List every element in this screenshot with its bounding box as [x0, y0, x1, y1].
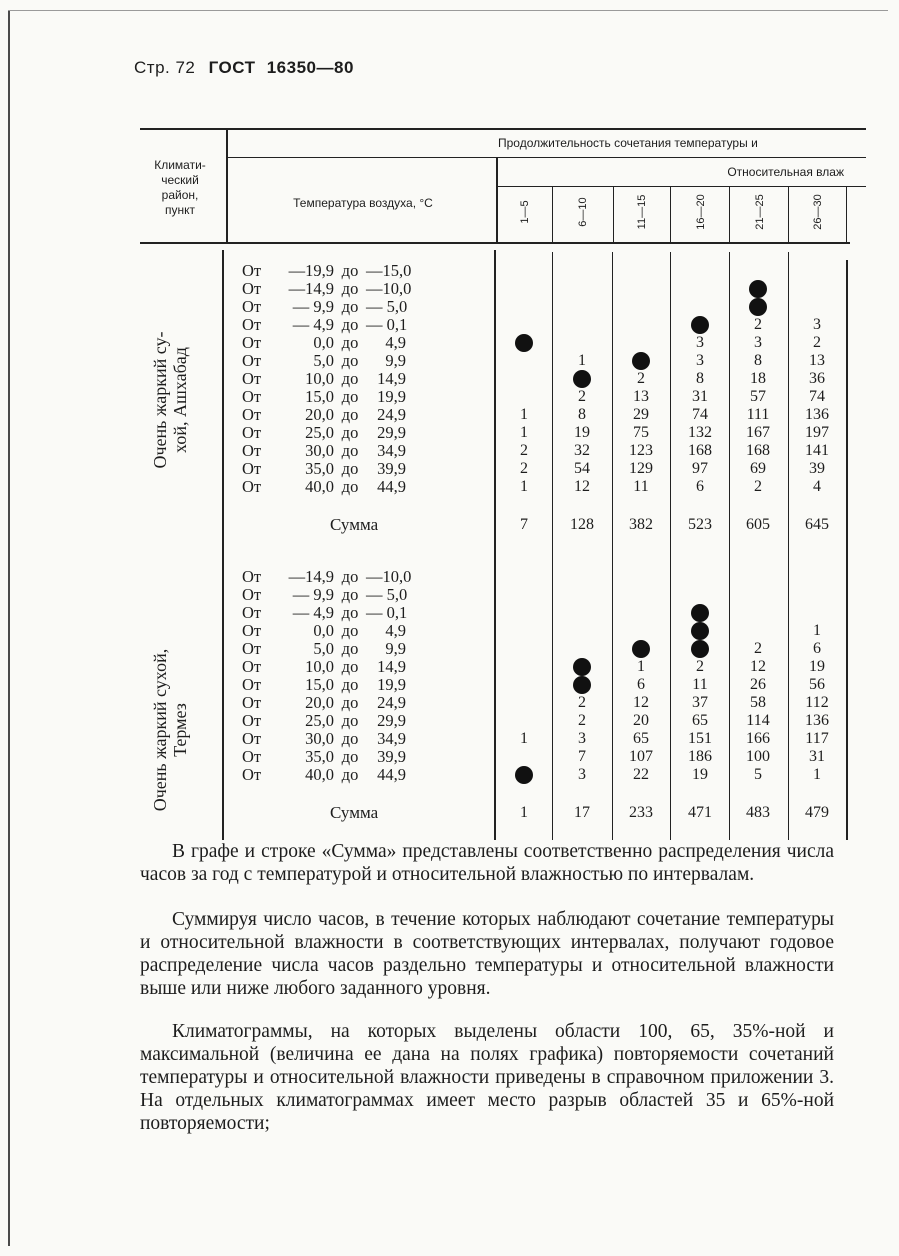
temperature-range-row: [242, 622, 412, 640]
page-label: Стр. 72: [134, 58, 196, 77]
table-cell: 2: [520, 460, 528, 477]
temperature-range-prefix: От: [242, 297, 262, 316]
table-cell: 36: [809, 370, 825, 387]
table-cell: 2: [520, 442, 528, 459]
temperature-range-row: [242, 712, 412, 730]
column-header-duration: Продолжительность сочетания температуры и: [498, 136, 758, 150]
temperature-range-row: [242, 586, 412, 604]
temperature-range-to: до: [341, 297, 359, 316]
table-cell: 112: [805, 694, 829, 711]
table-cell: 31: [809, 748, 825, 765]
sum-cell: 605: [746, 516, 770, 533]
temperature-range-end: 34,9: [377, 729, 406, 748]
table-cell: 2: [754, 478, 762, 495]
temperature-range-row: [242, 640, 412, 658]
header-rule-humidity: [498, 186, 866, 187]
table-cell: 2: [637, 370, 645, 387]
table-cell: 1: [578, 352, 586, 369]
table-cell: 29: [633, 406, 649, 423]
temperature-range-end: 24,9: [377, 405, 406, 424]
rare-occurrence-dot: [573, 658, 591, 676]
temperature-range-from: 0,0: [313, 333, 334, 352]
temperature-range-prefix: От: [242, 333, 262, 352]
temperature-range-to: до: [341, 423, 359, 442]
table-cell: 197: [805, 424, 829, 441]
table-cell: 3: [578, 730, 586, 747]
temperature-range-to: до: [341, 315, 359, 334]
sum-cell: 7: [520, 516, 528, 533]
table-cell: 186: [688, 748, 712, 765]
header-divider-c1: [552, 186, 553, 242]
temperature-range-to: до: [341, 261, 359, 280]
temperature-range-from: 40,0: [305, 477, 334, 496]
temperature-range-to: до: [341, 747, 359, 766]
temperature-range-from: 30,0: [305, 441, 334, 460]
header-divider-c4: [729, 186, 730, 242]
table-cell: 1: [813, 766, 821, 783]
temperature-range-from: 35,0: [305, 747, 334, 766]
table-cell: 168: [688, 442, 712, 459]
table-cell: 3: [813, 316, 821, 333]
temperature-range-end: — 5,0: [366, 585, 408, 604]
table-cell: 1: [520, 730, 528, 747]
table-cell: 12: [574, 478, 590, 495]
interval-header: 26—30: [812, 194, 824, 230]
temperature-range-prefix: От: [242, 585, 262, 604]
temperature-range-prefix: От: [242, 711, 262, 730]
temperature-range-end: — 5,0: [366, 297, 408, 316]
temperature-range-row: [242, 280, 412, 298]
temperature-range-from: 30,0: [305, 729, 334, 748]
header-rule-duration: [228, 157, 866, 158]
paragraph-1: В графе и строке «Сумма» представлены соответственно распределения числа часов за год с температурой и относительной влажностью по интервалам.: [140, 841, 834, 885]
rare-occurrence-dot: [691, 640, 709, 658]
temperature-range-prefix: От: [242, 279, 262, 298]
table-cell: 100: [746, 748, 770, 765]
temperature-range-row: [242, 766, 412, 784]
temperature-range-end: 4,9: [385, 621, 406, 640]
table-cell: 37: [692, 694, 708, 711]
temperature-range-prefix: От: [242, 567, 262, 586]
table-cell: 19: [692, 766, 708, 783]
table-cell: 31: [692, 388, 708, 405]
rare-occurrence-dot: [691, 316, 709, 334]
temperature-range-to: до: [341, 711, 359, 730]
table-cell: 1: [813, 622, 821, 639]
temperature-range-end: 44,9: [377, 477, 406, 496]
temperature-range-end: 4,9: [385, 333, 406, 352]
rare-occurrence-dot: [573, 370, 591, 388]
temperature-range-prefix: От: [242, 441, 262, 460]
interval-header: 16—20: [695, 194, 707, 230]
table-cell: 69: [750, 460, 766, 477]
temperature-range-row: [242, 262, 412, 280]
sum-cell: 233: [629, 804, 653, 821]
temperature-range-prefix: От: [242, 639, 262, 658]
temperature-range-from: 25,0: [305, 711, 334, 730]
table-cell: 6: [637, 676, 645, 693]
body-divider-temp: [494, 250, 496, 840]
table-cell: 2: [578, 712, 586, 729]
page-header: [134, 58, 354, 78]
temperature-range-row: [242, 568, 412, 586]
table-cell: 57: [750, 388, 766, 405]
table-cell: 132: [688, 424, 712, 441]
temperature-range-prefix: От: [242, 747, 262, 766]
table-cell: 19: [574, 424, 590, 441]
rare-occurrence-dot: [749, 280, 767, 298]
temperature-range-prefix: От: [242, 729, 262, 748]
temperature-range-from: 5,0: [313, 639, 334, 658]
temperature-range-from: —14,9: [288, 279, 334, 298]
temperature-range-prefix: От: [242, 657, 262, 676]
table-cell: 141: [805, 442, 829, 459]
sum-cell: 523: [688, 516, 712, 533]
rare-occurrence-dot: [691, 604, 709, 622]
temperature-range-prefix: От: [242, 387, 262, 406]
table-cell: 56: [809, 676, 825, 693]
table-cell: 11: [633, 478, 649, 495]
header-divider-c5: [788, 186, 789, 242]
temperature-range-to: до: [341, 387, 359, 406]
temperature-range-prefix: От: [242, 369, 262, 388]
sum-cell: 382: [629, 516, 653, 533]
temperature-range-row: [242, 298, 412, 316]
temperature-range-to: до: [341, 567, 359, 586]
temperature-range-from: 0,0: [313, 621, 334, 640]
temperature-range-to: до: [341, 639, 359, 658]
table-cell: 13: [809, 352, 825, 369]
region-label-ashgabat: Очень жаркий су- хой, Ашхабад: [150, 331, 190, 469]
temperature-range-to: до: [341, 279, 359, 298]
temperature-range-prefix: От: [242, 459, 262, 478]
temperature-range-end: —15,0: [366, 261, 412, 280]
table-cell: 5: [754, 766, 762, 783]
temperature-range-from: —14,9: [288, 567, 334, 586]
temperature-range-row: [242, 694, 412, 712]
temperature-range-from: — 9,9: [292, 297, 334, 316]
table-cell: 8: [754, 352, 762, 369]
temperature-range-prefix: От: [242, 405, 262, 424]
temperature-range-row: [242, 478, 412, 496]
temperature-range-from: 40,0: [305, 765, 334, 784]
header-divider-c6: [846, 186, 847, 242]
table-cell: 58: [750, 694, 766, 711]
table-cell: 2: [578, 388, 586, 405]
temperature-range-to: до: [341, 351, 359, 370]
header-divider-c2: [613, 186, 614, 242]
table-cell: 74: [809, 388, 825, 405]
temperature-range-end: 39,9: [377, 747, 406, 766]
temperature-range-from: 15,0: [305, 387, 334, 406]
table-cell: 26: [750, 676, 766, 693]
temperature-range-to: до: [341, 441, 359, 460]
table-cell: 136: [805, 406, 829, 423]
sum-cell: 1: [520, 804, 528, 821]
temperature-range-end: 9,9: [385, 351, 406, 370]
table-cell: 2: [754, 316, 762, 333]
temperature-range-end: 24,9: [377, 693, 406, 712]
table-cell: 2: [696, 658, 704, 675]
table-cell: 7: [578, 748, 586, 765]
column-header-climate: Климати- ческий район, пункт: [154, 158, 206, 217]
table-cell: 74: [692, 406, 708, 423]
temperature-range-row: [242, 406, 412, 424]
table-cell: 11: [692, 676, 708, 693]
temperature-range-end: 9,9: [385, 639, 406, 658]
temperature-range-from: 35,0: [305, 459, 334, 478]
interval-header: 6—10: [577, 197, 589, 227]
body-divider-c2: [612, 252, 613, 840]
rare-occurrence-dot: [749, 298, 767, 316]
temperature-range-from: 15,0: [305, 675, 334, 694]
header-divider-c3: [670, 186, 671, 242]
temperature-range-from: 20,0: [305, 693, 334, 712]
temperature-range-row: [242, 658, 412, 676]
table-cell: 151: [688, 730, 712, 747]
temperature-range-end: 44,9: [377, 765, 406, 784]
temperature-range-row: [242, 352, 412, 370]
table-cell: 3: [754, 334, 762, 351]
temperature-range-row: [242, 604, 412, 622]
temperature-range-from: 20,0: [305, 405, 334, 424]
temperature-range-row: [242, 748, 412, 766]
body-divider-c6: [846, 260, 848, 840]
temperature-range-row: [242, 370, 412, 388]
sum-label: Сумма: [330, 515, 379, 534]
table-cell: 32: [574, 442, 590, 459]
table-cell: 20: [633, 712, 649, 729]
interval-header: 11—15: [636, 194, 648, 230]
table-cell: 54: [574, 460, 590, 477]
table-cell: 1: [520, 424, 528, 441]
temperature-range-from: — 4,9: [292, 315, 334, 334]
table-top-rule: [140, 128, 866, 130]
column-header-humidity: Относительная влаж: [727, 165, 844, 179]
temperature-range-to: до: [341, 333, 359, 352]
table-cell: 8: [578, 406, 586, 423]
table-cell: 107: [629, 748, 653, 765]
temperature-range-prefix: От: [242, 621, 262, 640]
table-cell: 12: [633, 694, 649, 711]
table-cell: 114: [746, 712, 770, 729]
table-cell: 3: [578, 766, 586, 783]
table-cell: 2: [578, 694, 586, 711]
table-cell: 123: [629, 442, 653, 459]
table-cell: 39: [809, 460, 825, 477]
temperature-range-to: до: [341, 657, 359, 676]
temperature-range-end: 19,9: [377, 675, 406, 694]
table-cell: 168: [746, 442, 770, 459]
temperature-range-prefix: От: [242, 315, 262, 334]
temperature-range-row: [242, 442, 412, 460]
temperature-range-to: до: [341, 675, 359, 694]
temperature-range-from: — 9,9: [292, 585, 334, 604]
table-cell: 2: [813, 334, 821, 351]
temperature-range-end: 39,9: [377, 459, 406, 478]
rare-occurrence-dot: [691, 622, 709, 640]
table-cell: 4: [813, 478, 821, 495]
sum-cell: 17: [574, 804, 590, 821]
body-divider-c3: [670, 252, 671, 840]
table-cell: 136: [805, 712, 829, 729]
temperature-range-to: до: [341, 369, 359, 388]
standard-name: ГОСТ: [208, 58, 256, 77]
temperature-range-prefix: От: [242, 675, 262, 694]
temperature-range-to: до: [341, 585, 359, 604]
body-divider-c1: [552, 252, 553, 840]
table-cell: 1: [637, 658, 645, 675]
temperature-range-row: [242, 730, 412, 748]
temperature-range-row: [242, 676, 412, 694]
table-cell: 1: [520, 478, 528, 495]
table-cell: 3: [696, 334, 704, 351]
temperature-range-end: 29,9: [377, 423, 406, 442]
table-cell: 166: [746, 730, 770, 747]
temperature-range-to: до: [341, 693, 359, 712]
temperature-range-prefix: От: [242, 261, 262, 280]
temperature-range-end: —10,0: [366, 279, 412, 298]
temperature-range-row: [242, 316, 412, 334]
sum-cell: 479: [805, 804, 829, 821]
temperature-range-from: —19,9: [288, 261, 334, 280]
temperature-range-from: — 4,9: [292, 603, 334, 622]
table-cell: 6: [696, 478, 704, 495]
table-cell: 13: [633, 388, 649, 405]
table-cell: 19: [809, 658, 825, 675]
paragraph-2: Суммируя число часов, в течение которых наблюдают сочетание температуры и относительной влажности в соответствующих интервалах, получают годовое распределение числа часов раздельно температуры и относительной влажности выше или ниже любого заданного уровня.: [140, 909, 834, 999]
header-bottom-rule: [140, 242, 850, 244]
temperature-range-to: до: [341, 603, 359, 622]
temperature-range-end: 14,9: [377, 369, 406, 388]
table-cell: 111: [746, 406, 770, 423]
temperature-range-from: 5,0: [313, 351, 334, 370]
temperature-range-end: — 0,1: [366, 603, 408, 622]
page-edge-top: [8, 10, 888, 11]
table-cell: 3: [696, 352, 704, 369]
table-cell: 75: [633, 424, 649, 441]
temperature-range-from: 25,0: [305, 423, 334, 442]
paragraph-3: Климатограммы, на которых выделены области 100, 65, 35%-ной и максимальной (величина ее дана на полях графика) повторяемости сочетаний температуры и относительной влажности приведены в справочном приложении 3. На отдельных климатограммах имеет место разрыв областей 35 и 65%-ной повторяемости;: [140, 1021, 834, 1134]
temperature-range-prefix: От: [242, 351, 262, 370]
temperature-range-end: 34,9: [377, 441, 406, 460]
temperature-range-end: 29,9: [377, 711, 406, 730]
table-cell: 97: [692, 460, 708, 477]
rare-occurrence-dot: [573, 676, 591, 694]
temperature-range-prefix: От: [242, 477, 262, 496]
region-label-termez: Очень жаркий сухой, Термез: [150, 648, 190, 812]
temperature-range-row: [242, 424, 412, 442]
temperature-range-to: до: [341, 477, 359, 496]
body-divider-climate: [222, 250, 224, 840]
rare-occurrence-dot: [515, 766, 533, 784]
temperature-range-row: [242, 334, 412, 352]
temperature-range-to: до: [341, 459, 359, 478]
body-divider-c5: [788, 252, 789, 840]
table-cell: 12: [750, 658, 766, 675]
column-header-temperature: Температура воздуха, °С: [293, 196, 433, 210]
temperature-range-end: 14,9: [377, 657, 406, 676]
temperature-range-to: до: [341, 405, 359, 424]
table-cell: 18: [750, 370, 766, 387]
temperature-range-end: —10,0: [366, 567, 412, 586]
temperature-range-to: до: [341, 729, 359, 748]
interval-header: 1—5: [519, 200, 531, 224]
header-divider-climate: [226, 128, 228, 242]
sum-cell: 483: [746, 804, 770, 821]
temperature-range-prefix: От: [242, 603, 262, 622]
sum-label: Сумма: [330, 803, 379, 822]
temperature-range-end: — 0,1: [366, 315, 408, 334]
temperature-range-prefix: От: [242, 423, 262, 442]
temperature-range-prefix: От: [242, 693, 262, 712]
sum-cell: 645: [805, 516, 829, 533]
temperature-range-to: до: [341, 621, 359, 640]
temperature-range-prefix: От: [242, 765, 262, 784]
sum-cell: 128: [570, 516, 594, 533]
temperature-range-row: [242, 460, 412, 478]
temperature-range-end: 19,9: [377, 387, 406, 406]
page-edge-left: [8, 10, 10, 1246]
table-cell: 8: [696, 370, 704, 387]
interval-header: 21—25: [754, 194, 766, 230]
body-divider-c4: [729, 252, 730, 840]
rare-occurrence-dot: [515, 334, 533, 352]
table-cell: 22: [633, 766, 649, 783]
temperature-range-to: до: [341, 765, 359, 784]
standard-number: 16350—80: [266, 58, 354, 77]
sum-cell: 471: [688, 804, 712, 821]
table-cell: 129: [629, 460, 653, 477]
temperature-range-from: 10,0: [305, 369, 334, 388]
rare-occurrence-dot: [632, 352, 650, 370]
temperature-range-from: 10,0: [305, 657, 334, 676]
table-cell: 2: [754, 640, 762, 657]
table-cell: 6: [813, 640, 821, 657]
table-cell: 167: [746, 424, 770, 441]
table-cell: 65: [692, 712, 708, 729]
table-cell: 117: [805, 730, 829, 747]
table-cell: 1: [520, 406, 528, 423]
table-cell: 65: [633, 730, 649, 747]
temperature-range-row: [242, 388, 412, 406]
rare-occurrence-dot: [632, 640, 650, 658]
